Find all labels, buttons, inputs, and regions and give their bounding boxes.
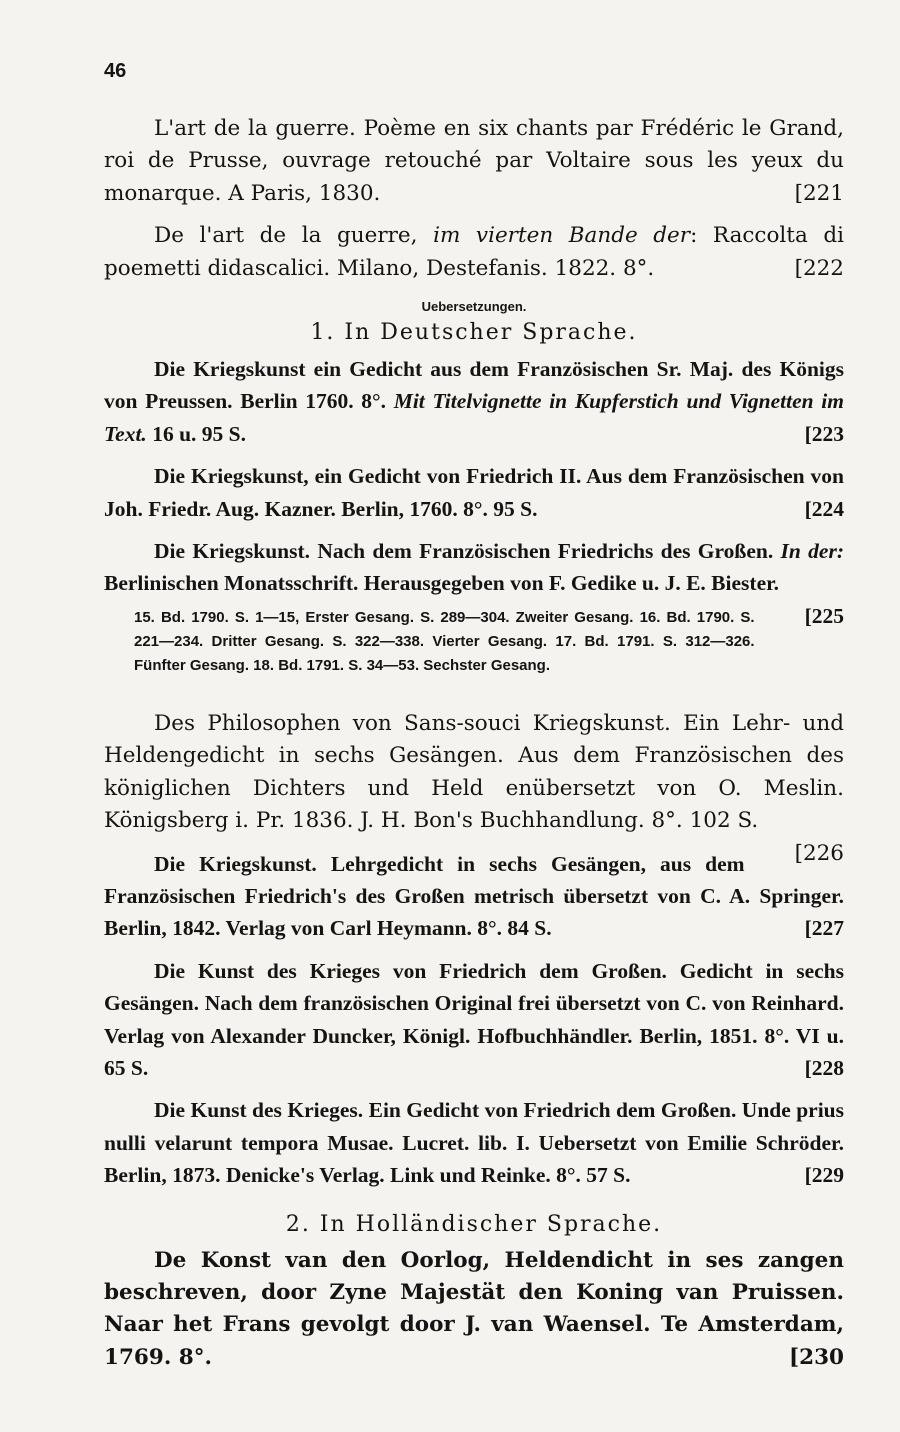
entry-text: 16 u. 95 S. — [146, 421, 246, 446]
entry-number: [228 — [804, 1055, 844, 1080]
entry-226 — [104, 708, 844, 866]
entry-number: [229 — [804, 1163, 844, 1188]
entry-number: [224 — [804, 496, 844, 521]
entry-225 — [104, 535, 844, 628]
entry-number: [225 — [804, 603, 844, 628]
entry-text: Die Kriegskunst, ein Gedicht von Friedrich II. Aus dem Französischen von Joh. Friedr. Aug. Kazner. Berlin, 1760. 8°. 95 S. — [104, 464, 844, 521]
section-german-heading: 1. In Deutscher Sprache. — [310, 320, 638, 346]
entry-number: [226 — [794, 840, 844, 866]
entry-229 — [104, 1094, 844, 1191]
entry-text: Die Kriegskunst. Lehrgedicht in sechs Gesängen, aus dem Französischen Friedrich's des Großen metrisch übersetzt von C. A. Springer. Berlin, 1842. Verlag von Carl Heymann. 8°. 84 S. — [104, 851, 844, 941]
entry-number: [227 — [804, 916, 844, 941]
entry-230 — [104, 1245, 844, 1375]
section-dutch-heading: 2. In Holländischer Sprache. — [285, 1211, 663, 1237]
entry-text: Die Kriegskunst. Nach dem Französischen Friedrichs des Großen. — [154, 539, 781, 564]
entry-text: Berlinischen Monatsschrift. Herausgegeben von F. Gedike u. J. E. Biester. — [104, 571, 780, 596]
entry-number: [223 — [804, 421, 844, 446]
entry-224 — [104, 460, 844, 525]
entry-text: Die Kunst des Krieges. Ein Gedicht von Friedrich dem Großen. Unde prius nulli velarunt tempora Musae. Lucret. lib. I. Uebersetzt von Emilie Schröder. Berlin, 1873. Denicke's Verlag. Link und Reinke. 8°. 57 S. — [104, 1098, 844, 1188]
entry-text: Die Kriegskunst ein Gedicht aus dem Französischen Sr. Maj. des Königs von Preussen. Berlin 1760. 8°. — [104, 357, 844, 414]
entry-223 — [104, 353, 844, 450]
entry-italic-text: im vierten Bande der — [433, 223, 691, 249]
entry-228 — [104, 955, 844, 1085]
entry-number: [222 — [794, 255, 844, 281]
entry-227 — [104, 848, 844, 945]
section-translations-heading: Uebersetzungen. — [421, 299, 527, 315]
entry-text: Des Philosophen von Sans-souci Kriegskunst. Ein Lehr- und Heldengedicht in sechs Gesängen. Aus dem Französischen des königlichen Dichters und Held enübersetzt von O. Meslin. Königsberg i. Pr. 1836. J. H. Bon's Buchhandlung. 8°. 102 S. — [104, 710, 844, 834]
entry-text: De Konst van den Oorlog, Heldendicht in ses zangen beschreven, door Zyne Majestät den Koning van Pruissen. Naar het Frans gevolgt door J. van Waensel. Te Amsterdam, 1769. 8°. — [104, 1247, 844, 1370]
entry-222 — [104, 220, 844, 285]
entry-225-details: 15. Bd. 1790. S. 1—15, Erster Gesang. S. 289—304. Zweiter Gesang. 16. Bd. 1790. S. 221—234. Dritter Gesang. S. 322—338. Vierter Gesang. 17. Bd. 1791. S. 312—326. Fünfter Gesang. 18. Bd. 1791. S. 34—53. Sechster Gesang. — [134, 608, 755, 674]
entry-text: Die Kunst des Krieges von Friedrich dem Großen. Gedicht in sechs Gesängen. Nach dem französischen Original frei übersetzt von C. von Reinhard. Verlag von Alexander Duncker, Königl. Hofbuchhändler. Berlin, 1851. 8°. VI u. 65 S. — [104, 958, 844, 1080]
entry-number: [230 — [788, 1344, 844, 1370]
entry-text: L'art de la guerre. Poème en six chants par Frédéric le Grand, roi de Prusse, ouvrage retouché par Voltaire sous les yeux du monarque. A Paris, 1830. — [104, 116, 844, 206]
entry-221 — [104, 113, 844, 210]
entry-text: : Raccolta di poemetti didascalici. Milano, Destefanis. 1822. 8°. — [104, 223, 844, 281]
entry-text: De l'art de la guerre, — [154, 223, 434, 249]
page-number: 46 — [104, 60, 127, 82]
entry-number: [221 — [794, 180, 844, 206]
entry-italic-text: Mit Titelvignette in Kupferstich und Vignetten im Text. — [104, 389, 844, 446]
entry-italic-text: In der: — [780, 539, 844, 564]
